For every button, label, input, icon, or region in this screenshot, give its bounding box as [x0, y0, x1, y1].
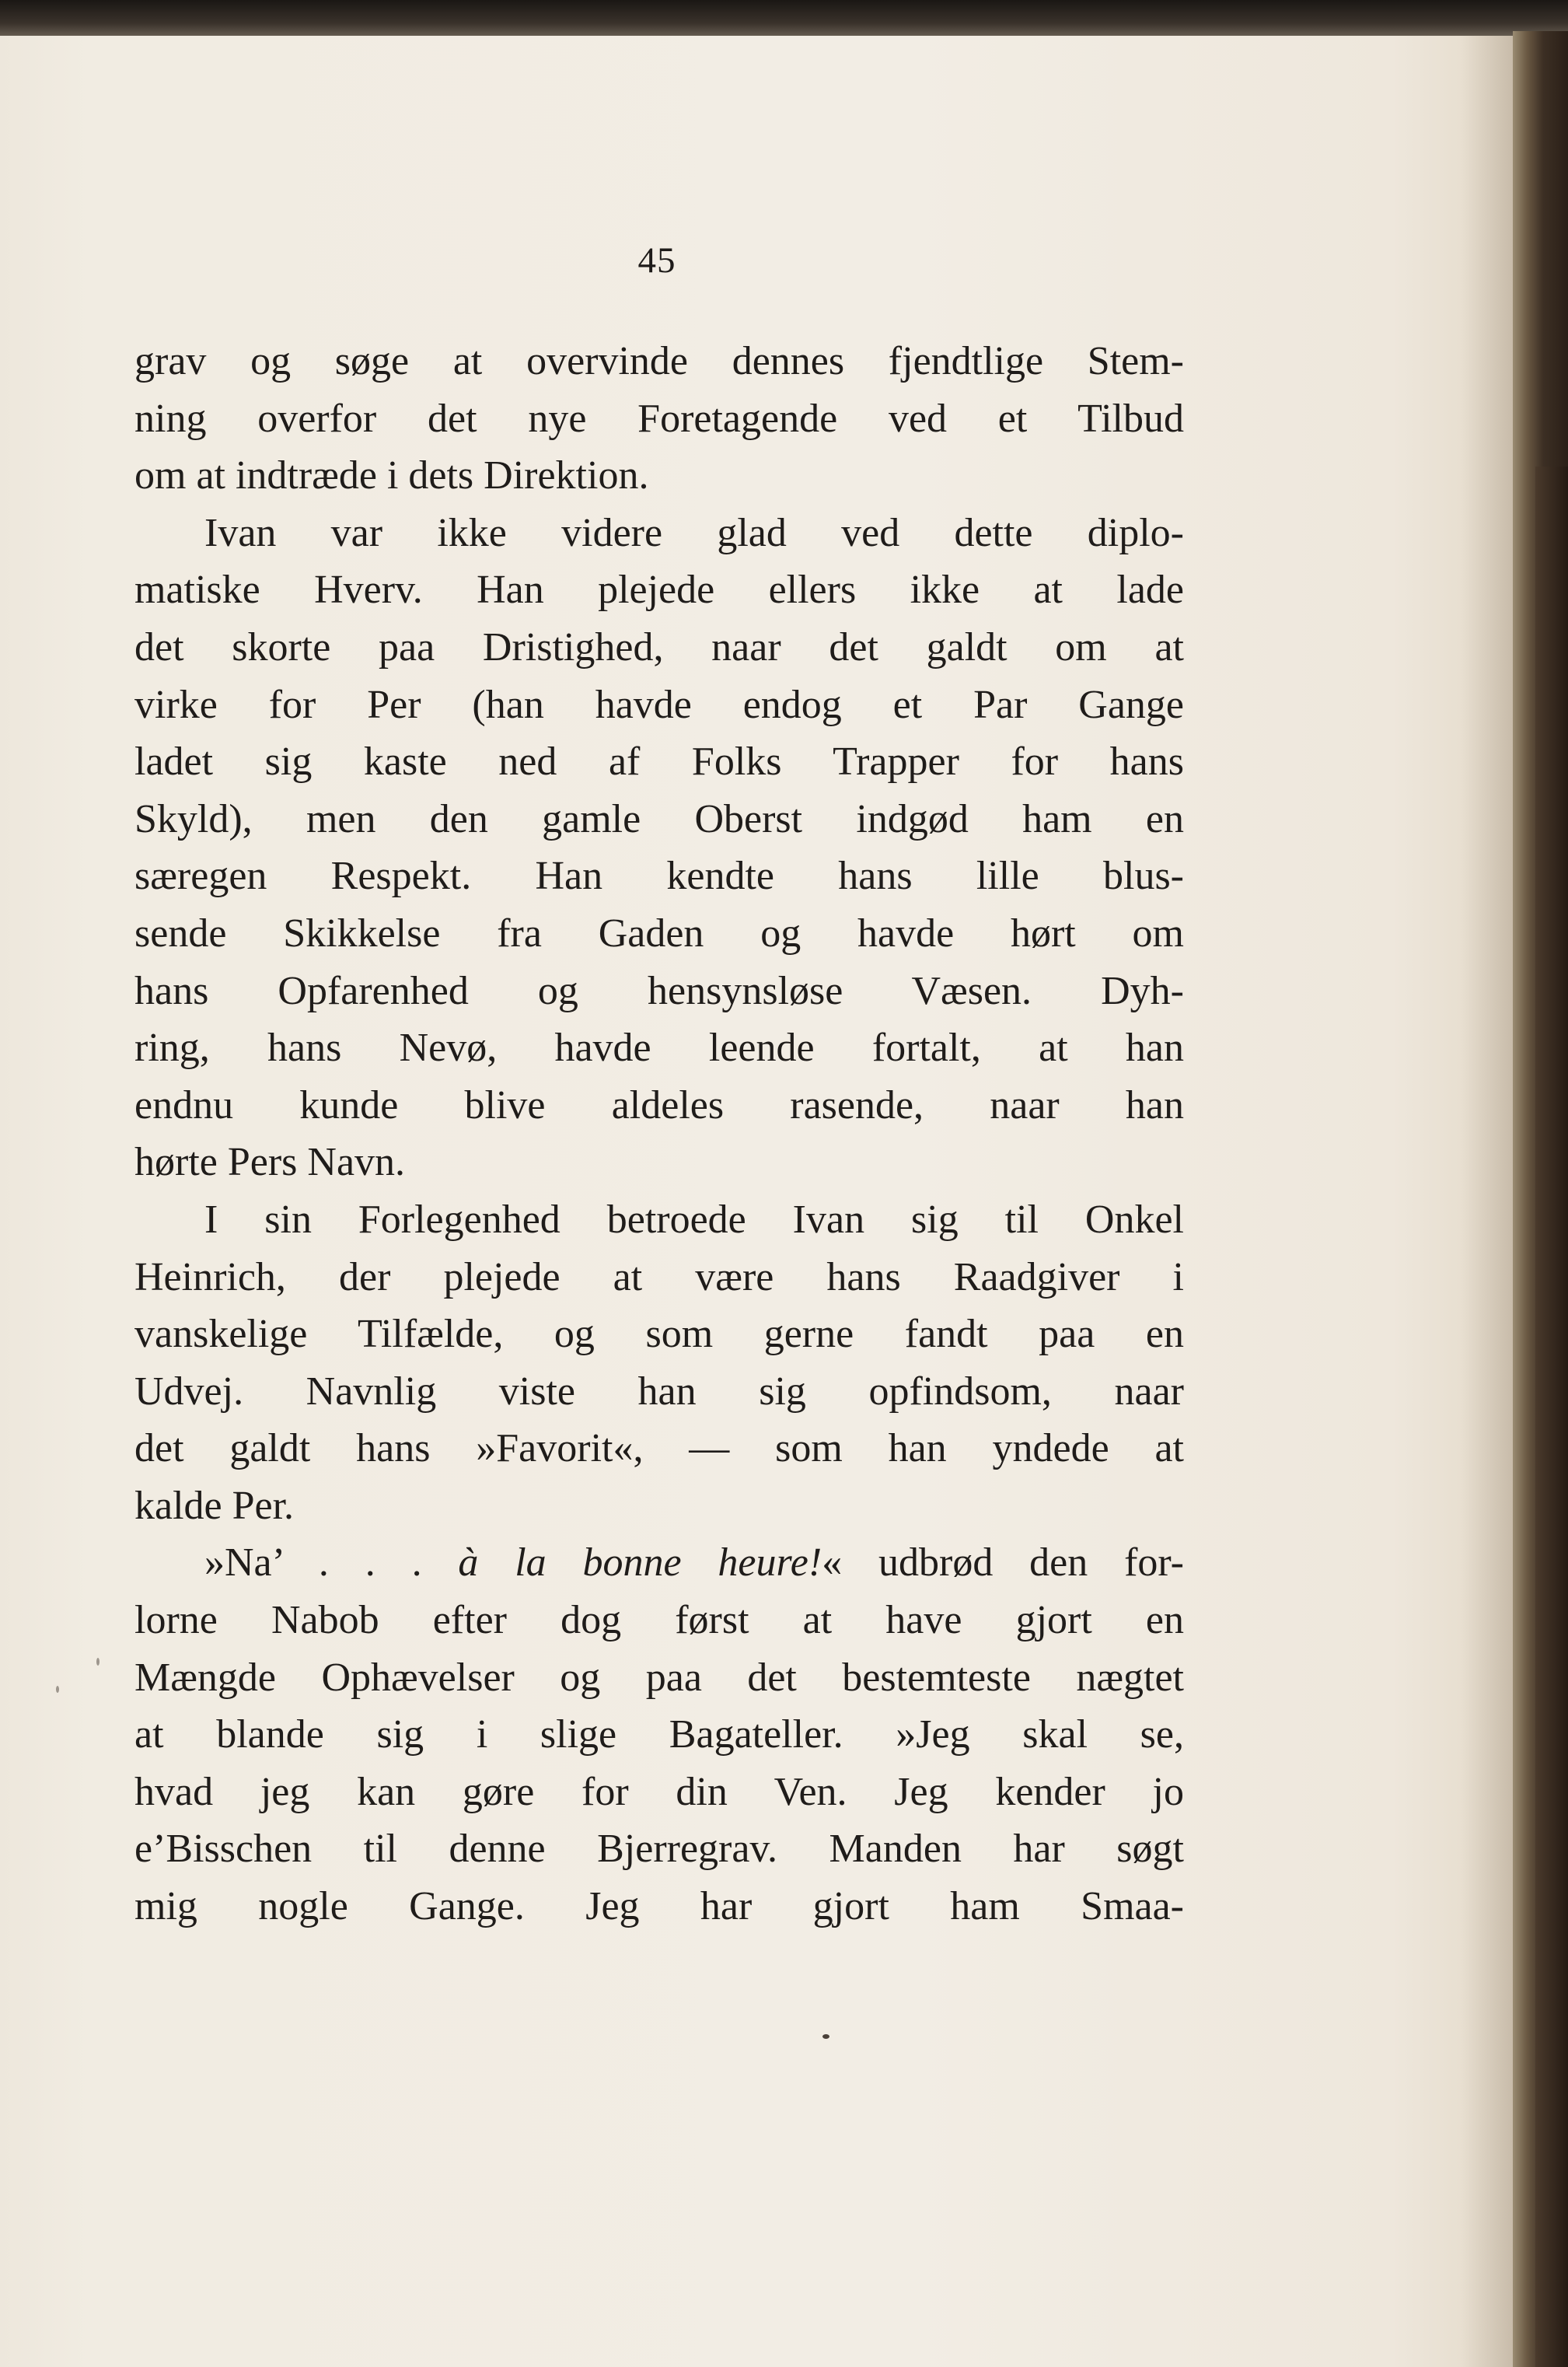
text-line: ladet sig kaste ned af Folks Trapper for hans [134, 739, 1184, 785]
text-line: Udvej. Navnlig viste han sig opfindsom, naar [134, 1369, 1184, 1414]
text-line: ring, hans Nevø, havde leende fortalt, at han [134, 1026, 1184, 1071]
italic-phrase: à la bonne heure! [458, 1540, 822, 1586]
text-line: Mængde Ophævelser og paa det bestemteste nægtet [134, 1655, 1184, 1700]
gutter-shadow [1461, 36, 1513, 2367]
page-top-edge [0, 0, 1568, 39]
text-line: matiske Hverv. Han plejede ellers ikke at lade [134, 568, 1184, 613]
book-binding-shadow [1535, 467, 1568, 2367]
text-line: vanskelige Tilfælde, og som gerne fandt paa en [134, 1312, 1184, 1357]
text-line: Skyld), men den gamle Oberst indgød ham en [134, 796, 1184, 841]
text-line: hans Opfarenhed og hensynsløse Væsen. Dyh- [134, 968, 1184, 1013]
text-line: Ivan var ikke videre glad ved dette diplo- [204, 510, 1184, 555]
text-segment: « udbrød den for- [822, 1540, 1184, 1586]
text-line: mig nogle Gange. Jeg har gjort ham Smaa- [134, 1884, 1184, 1929]
paper-speck [822, 2034, 829, 2039]
text-line: hørte Pers Navn. [134, 1140, 406, 1185]
text-line: at blande sig i slige Bagateller. »Jeg skal se, [134, 1712, 1184, 1757]
text-line: lorne Nabob efter dog først at have gjort en [134, 1598, 1184, 1643]
text-line: e’Bisschen til denne Bjerregrav. Manden har søgt [134, 1827, 1184, 1872]
text-line: kalde Per. [134, 1483, 295, 1528]
text-line: det skorte paa Dristighed, naar det galdt om at [134, 624, 1184, 670]
text-line: særegen Respekt. Han kendte hans lille blus- [134, 854, 1184, 899]
text-line: grav og søge at overvinde dennes fjendtlige Stem- [134, 339, 1184, 383]
text-line: om at indtræde i dets Direktion. [134, 453, 649, 498]
text-line: ning overfor det nye Foretagende ved et Tilbud [134, 396, 1184, 441]
paper-speck [96, 1658, 100, 1666]
body-text [134, 333, 1184, 1935]
text-line: sende Skikkelse fra Gaden og havde hørt om [134, 911, 1184, 956]
text-segment: »Na’ . . . [204, 1540, 422, 1586]
text-line: virke for Per (han havde endog et Par Gange [134, 682, 1184, 727]
text-line: hvad jeg kan gøre for din Ven. Jeg kender jo [134, 1769, 1184, 1814]
text-line: det galdt hans »Favorit«, — som han yndede at [134, 1426, 1184, 1471]
text-line: endnu kunde blive aldeles rasende, naar han [134, 1082, 1184, 1128]
paper-speck [56, 1686, 59, 1693]
page-number: 45 [637, 240, 676, 281]
text-line: I sin Forlegenhed betroede Ivan sig til Onkel [204, 1197, 1184, 1242]
text-line: Heinrich, der plejede at være hans Raadgiver i [134, 1254, 1184, 1299]
text-line-mixed [134, 1534, 1184, 1592]
